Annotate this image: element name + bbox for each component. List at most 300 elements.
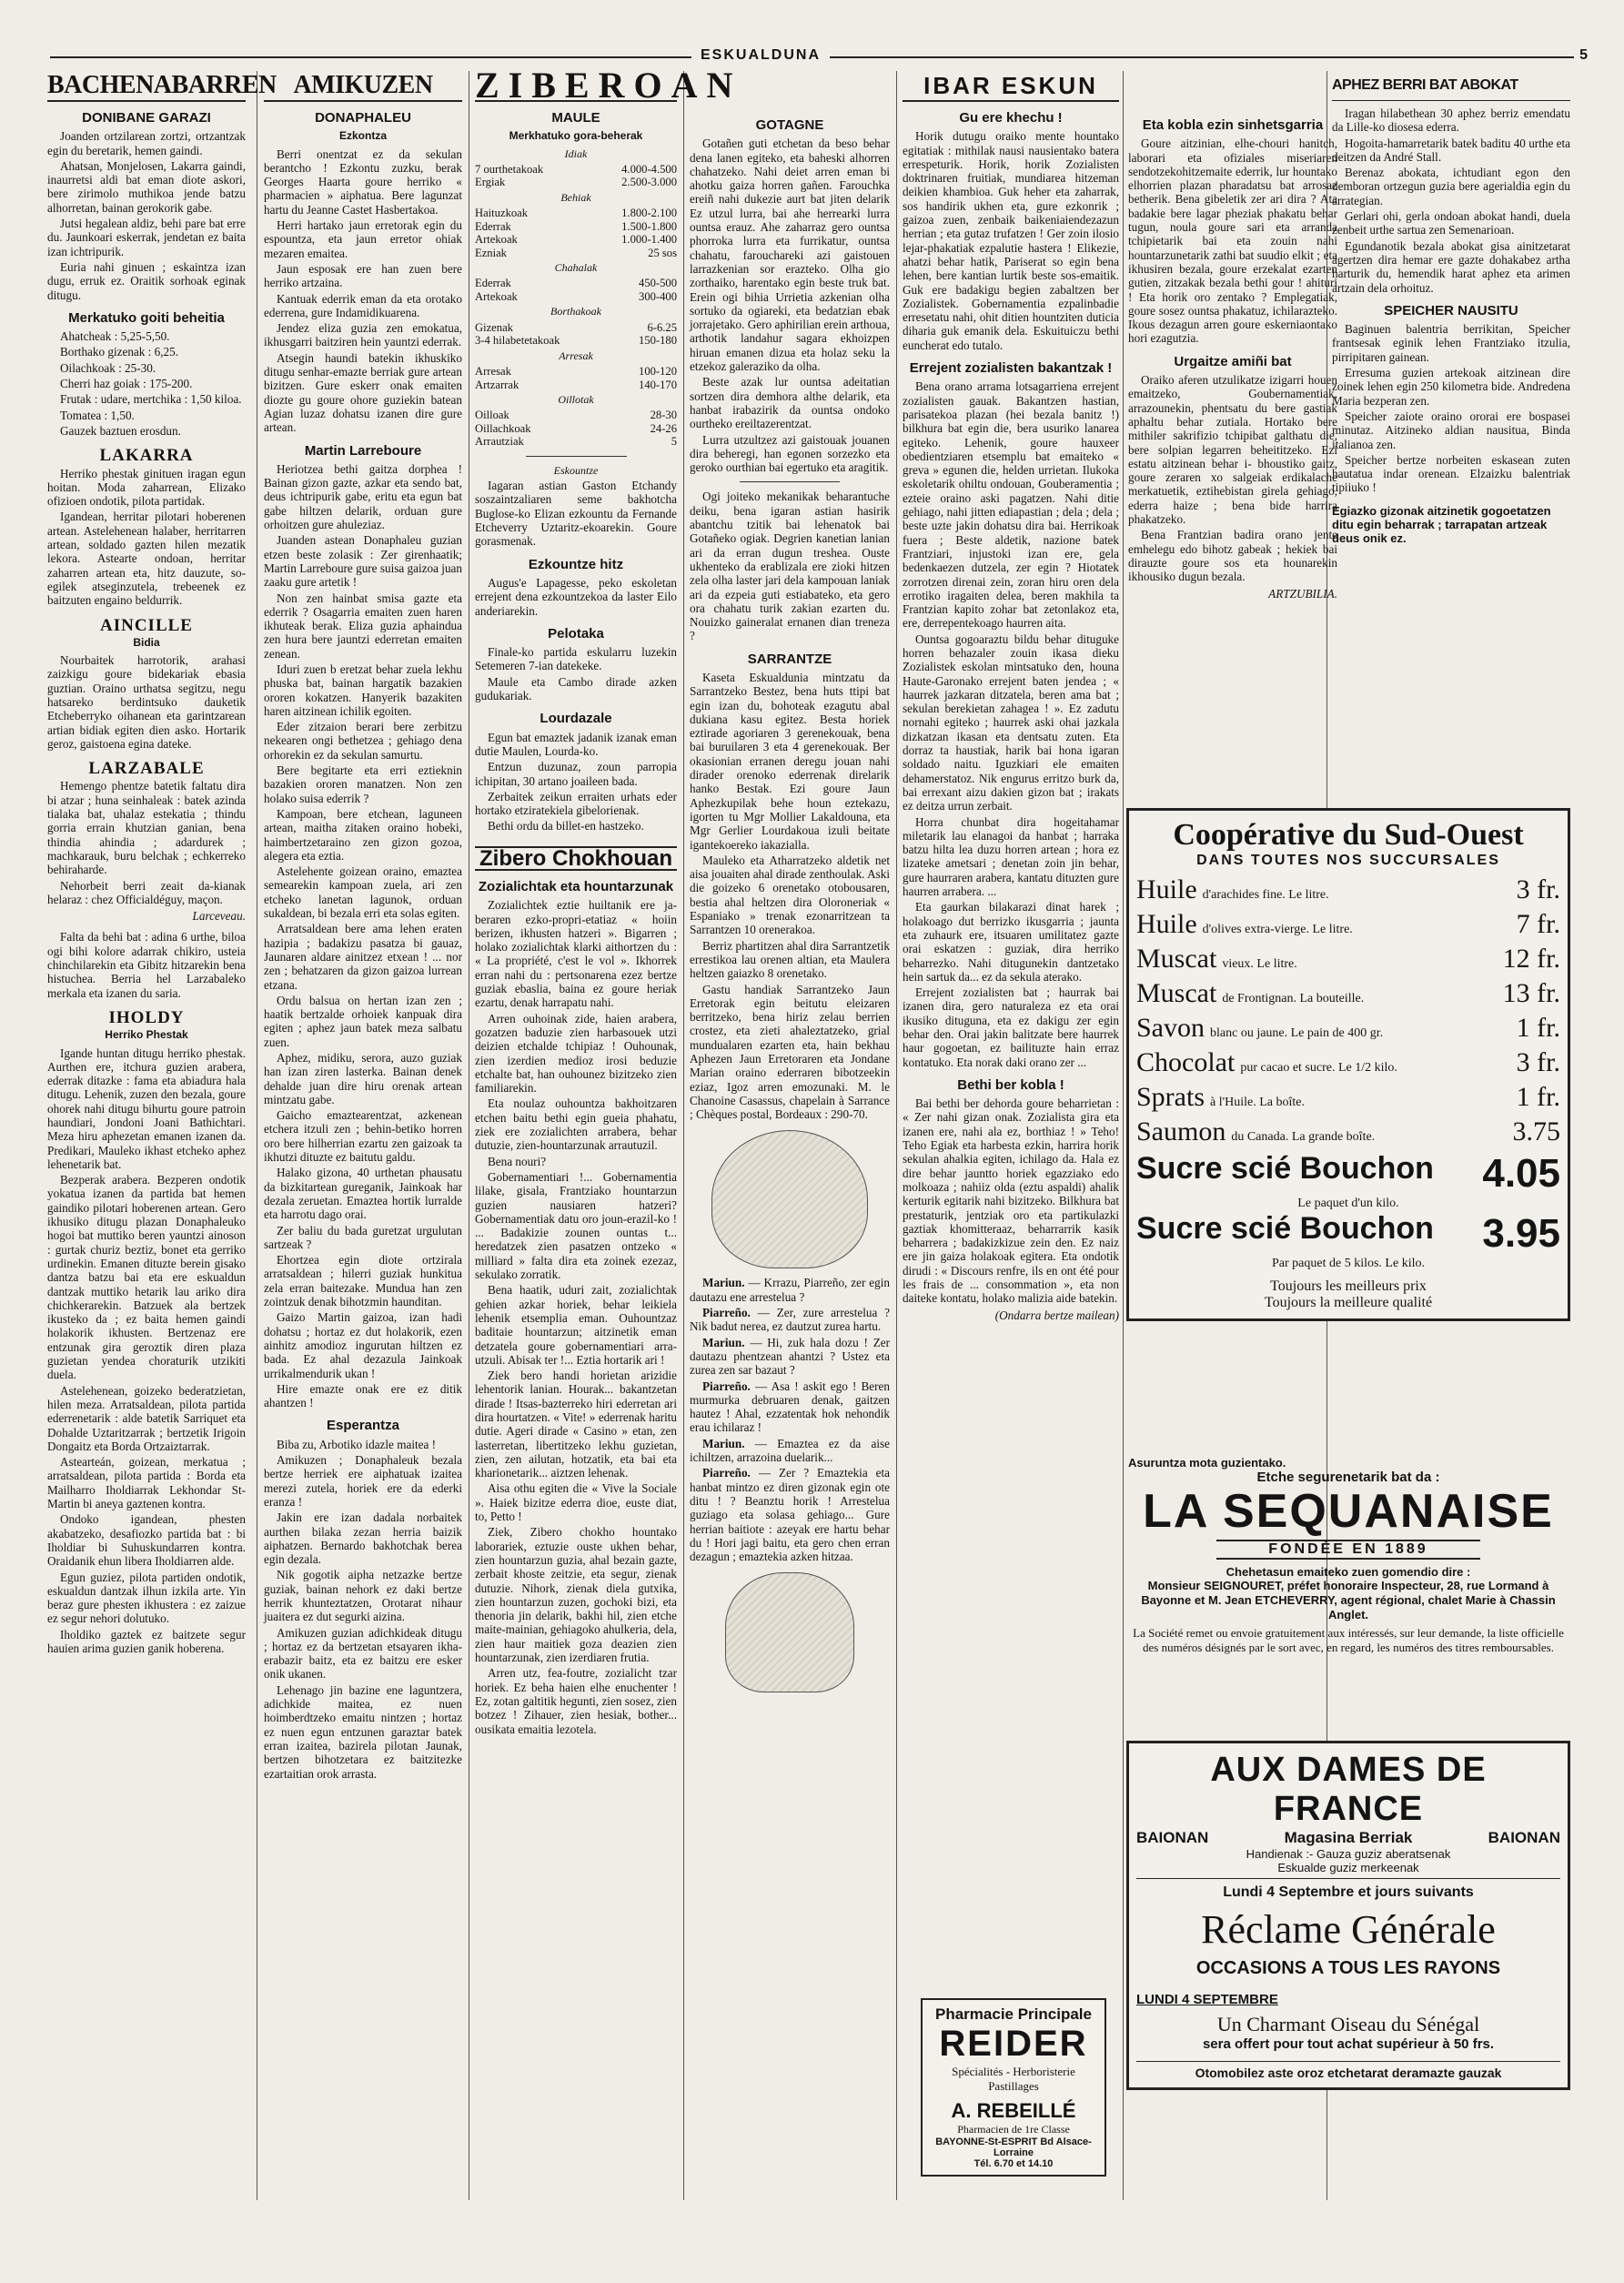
speaker: Piarreño. [702, 1306, 751, 1320]
paragraph: Joanden ortzilarean zortzi, ortzantzak egin du beretarik, hemen gaindi. [47, 129, 246, 157]
paragraph: Zer baliu du bada guretzat urgulutan sartzeak ? [264, 1223, 462, 1251]
price-category: Behiak [560, 190, 591, 204]
product-name: Savon [1136, 1013, 1205, 1043]
paragraph: Ahatsan, Monjelosen, Lakarra gaindi, inaurretsi aldi bat eman diote askori, bere zirimolo muthikoa jende batzu alhorretan, bainan gerokorik gabe. [47, 158, 246, 215]
price-label: 7 ourthetakoak [475, 162, 544, 176]
list-item: Borthako gizenak : 6,25. [60, 345, 179, 359]
paragraph: Mauleko eta Atharratzeko aldetik net aisa jouaiten ahal dirade zenthoulak. Aski die goizeko 6 orenetako otobousaren, bestia ahal heltzen dira Oloroneriak « Espaniako » trenak ezonarritzean ta Sarrantzen 10 orenerakoa. [690, 853, 890, 937]
article-heading: Martin Larreboure [304, 442, 422, 459]
price-value: 2.500-3.000 [621, 176, 677, 189]
table-row [475, 321, 677, 335]
price-value: 5 [671, 435, 677, 449]
article-heading: SARRANTZE [747, 651, 832, 667]
paragraph: Herri hartako jaun erretorak egin du espountza, eta jaun erretor ohiak mezaren emaitea. [264, 218, 462, 260]
column-bachenabarren [47, 71, 277, 2200]
ad-city: BAIONAN [1136, 1829, 1209, 1846]
article-heading: Pelotaka [548, 625, 604, 641]
table-row [475, 290, 677, 304]
paragraph: Bai bethi ber dehorda goure beharrietan : « Zer nahi gizan onak. Zozialista gira eta izanen ere, nahi ala ez, borthiaz ! » Teho! Teho Egiak eta harbesta ezkin, harrira horik sekulan ahalkia egiten, ichilago da. Hala ez dire behar jauntto horiek egazziako edo molkoaza ; nahiiz olda (eztu aspaldi) ahalik kerturik egitarik nahi bizitzeko. Bilkhura bat prestaturik, jentziak oro eta partikulazki gaztiak khomitteraaz, beharrarrik kasik beharrera ; badakizkizue zein den. Ez naiz ere jin gaiza holakoak egitera. Eta ondotik dirudi : « Discours renfre, ils en ont été pour les frais de ... consommation », eta non daiteke kontatu, holako malizia aide batekin. [903, 1096, 1119, 1306]
dialogue-line [690, 1276, 890, 1304]
table-row [475, 176, 677, 189]
article-subheading: Bidia [133, 635, 160, 649]
product-desc: d'olives extra-vierge. Le litre. [1202, 923, 1353, 936]
product-name: Huile [1136, 874, 1197, 904]
price-value: 6-6.25 [647, 320, 677, 334]
ad-title: LA SEQUANAISE [1143, 1485, 1554, 1538]
price-value: 4.000-4.500 [621, 162, 677, 176]
price-label: Artekoak [475, 289, 518, 303]
masthead [0, 47, 1624, 66]
product-desc: à l'Huile. La boîte. [1210, 1096, 1305, 1109]
paragraph: Zozialichtek eztie huiltanik ere ja-beraren ezko-propri-etatiaz « hoiin berizen, ikhusten hatzeri ». Bigarren ; holako zozialichtak klarki aithortzen du : « La propriété, c'est le vol ». Ikhorrek erran nahi du : pertsonarena ezez bertze guziak ebaslia, baina ez goure heriak ezartu, denak harrapatu nahi. [475, 898, 677, 1010]
paragraph: Baginuen balentria berrikitan, Speicher frantsesak eginik lehen Frantziako itzulia, pirripitaren gainean. [1332, 322, 1570, 364]
product-price: 3.95 [1482, 1211, 1560, 1256]
product-desc: Le paquet d'un kilo. [1297, 1197, 1399, 1210]
market-list [47, 329, 246, 438]
paragraph: Iagaran astian Gaston Etchandy soszaintzaliaren seme bakhotcha Buglose-ko Elizan ezkountu da Fernande Etcheverry Uztaritz-ekoarekin. Goure gorasmenak. [475, 479, 677, 549]
article-heading: Eskountze [553, 463, 599, 477]
ad-text: Monsieur SEIGNOURET, préfet honoraire Inspecteur, 28, rue Lormand à Bayonne et M. Jean ETCHEVERRY, agent régional, chalet Marie à Chassin Anglet. [1141, 1579, 1556, 1621]
ad-title: AUX DAMES DE FRANCE [1210, 1751, 1487, 1828]
dames-de-france-ad [1126, 1733, 1570, 2097]
product-name: Muscat [1136, 944, 1217, 974]
product-desc: du Canada. La grande boîte. [1231, 1130, 1376, 1144]
price-value: 300-400 [639, 289, 677, 303]
speaker: Piarreño. [702, 1379, 751, 1393]
paragraph: Iholdiko gaztek ez baitzete segur hauien arima guzien ganik hoberena. [47, 1627, 246, 1655]
paragraph: Biba zu, Arbotiko idazle maitea ! [277, 1437, 437, 1451]
article-heading: Esperantza [326, 1418, 400, 1434]
price-row [1136, 944, 1560, 975]
article-heading: DONAPHALEU [315, 110, 411, 126]
paragraph: Egundanotik bezala abokat gisa ainitzetarat agertzen dira hemar ere gazte dohakabez artha harturik du, hemendik harat aphez eta arimen artzain dela orhoituz. [1332, 238, 1570, 295]
article-subheading: Ezkontza [338, 129, 387, 143]
paragraph: Bere begitarte eta erri eztieknin bazakien ororen manatzen. Non zen holako suisa ederrik ? [264, 763, 462, 805]
price-label: Ezniak [475, 246, 507, 259]
price-row [1136, 874, 1560, 905]
speech: — Krrazu, Piarreño, zer egin dautazu ene arrestelua ? [690, 1276, 890, 1304]
product-name: Chocolat [1136, 1047, 1236, 1077]
price-label: Haituzkoak [475, 207, 529, 220]
paragraph: Finale-ko partida eskularru luzekin Setemeren 7-ian datekeke. [475, 645, 677, 673]
paragraph: Euria nahi ginuen ; eskaintza izan dugu, erruk ez. Oraitik sorhoak eginak ditugu. [47, 259, 246, 302]
article-heading: Eta kobla ezin sinhetsgarria [1142, 117, 1324, 133]
ad-date: LUNDI 4 SEPTEMBRE [1136, 1992, 1278, 2007]
ad-subtitle-row [1136, 1829, 1560, 1847]
ad-subtitle: FONDÉE EN 1889 [1216, 1540, 1480, 1560]
dialogue [690, 1276, 890, 1563]
list-item: Cherri haz goiak : 175-200. [60, 377, 193, 391]
speaker: Mariun. [702, 1436, 745, 1450]
price-value: 1.800-2.100 [621, 207, 677, 220]
paragraph: Jaun esposak ere han zuen bere herriko artzaina. [264, 261, 462, 290]
price-row [1136, 1047, 1560, 1078]
product-price: 1 fr. [1516, 1013, 1560, 1043]
list-item: Frutak : udare, mertchika : 1,50 kiloa. [60, 392, 242, 407]
divider [526, 456, 627, 457]
article-heading: MAULE [551, 110, 600, 126]
ad-text: Handienak :- Gauza guziz aberatsenak [1246, 1847, 1451, 1861]
table-row [475, 220, 677, 234]
list-item: Gauzek baztuen erosdun. [60, 423, 181, 438]
paragraph: Atsegin haundi batekin ikhuskiko ditugu senhar-emazte berriak gure artean bizitzen. Gure eskerr onak emaiten diozte gu goure ohore guziekin batean Agian luzaz dohatsu izanen dire gure artean. [264, 350, 462, 435]
pharmacy-ad-box [921, 1998, 1106, 2177]
ad-footer: Toujours la meilleure qualité [1264, 1295, 1433, 1310]
ad-text: Pastillages [988, 2079, 1039, 2093]
product-price: 3.75 [1512, 1116, 1560, 1147]
price-row [1136, 1082, 1560, 1113]
table-row [475, 233, 677, 247]
paragraph: Kantuak ederrik eman da eta orotako ederrena, gure Indamidikuarena. [264, 291, 462, 319]
paragraph: Bethi ordu da billet-en hastzeko. [488, 819, 644, 833]
paragraph: Gastu handiak Sarrantzeko Jaun Erretorak egin beitutu eleizaren berritzeko, bena hiriz zelau berrien crostez, eta zieti ahaleztatzeko, grial mundualaren ezarten eta, hain bekhau Aphezen Jaun Erretoraren eta Jondane Marian oraino ederraren bibotzeekin eziaz, Igoz arren emozunaki. M. le Chanoine Casassus, chapelain à Sarrance ; Chèques postal, Bordeaux : 290-70. [690, 982, 890, 1122]
dames-de-france-box [1126, 1741, 1570, 2090]
speaker: Piarreño. [702, 1466, 751, 1480]
product-desc: Par paquet de 5 kilos. Le kilo. [1272, 1257, 1425, 1270]
ad-title: Coopérative du Sud-Ouest [1173, 818, 1524, 852]
article-heading: Ezkountze hitz [528, 556, 624, 572]
old-man-illustration [725, 1572, 854, 1692]
price-value: 450-500 [639, 277, 677, 290]
paragraph: Hogoita-hamarretarik batek baditu 40 urthe eta deitzen da André Stall. [1332, 136, 1570, 164]
paragraph: Jakin ere izan dadala norbaitek aurthen bilaka zezan herria baizik aiphatzen. Bernardo bakhotchak berea egin dezala. [264, 1510, 462, 1567]
list-item: Ahatcheak : 5,25-5,50. [60, 329, 170, 344]
price-value: 140-170 [639, 378, 677, 391]
paragraph: Kampoan, bere etchean, laguneen artean, maitha zitaken oraino hobeki, haimbertzetaraino zen gizon gozoa, alegera eta eztia. [264, 806, 462, 863]
paragraph: Amikuzen guzian adichkideak ditugu ; hortaz ez da bertzetan etsayaren ikha-erabazir baitz, eta ez baitzu ere esker onik ukanen. [264, 1625, 462, 1682]
product-name: Saumon [1136, 1116, 1226, 1147]
article-heading: Lourdazale [540, 711, 612, 727]
product-price: 3 fr. [1516, 1047, 1560, 1077]
paragraph: Nik gogotik aipha netzazke bertze guziak, bainan nehork ez daki bertze herrik khunteztatzen, Orotarat nihaur juaitera ez dut segurki aizina. [264, 1568, 462, 1624]
paragraph: Horra chunbat dira hogeitahamar miletarik lau elanagoi da hanbat ; harraka batzu hilta lea duzu horren artean ; hora ez lizateke ametsari ; denetan zoin jin behar, gure haurraren arabera, kantatu dituzten gure haurren arrabera. ... [903, 814, 1119, 899]
table-row [475, 334, 677, 348]
speaker: Mariun. [702, 1276, 745, 1290]
ad-headline: Réclame Générale [1201, 1907, 1496, 1952]
paragraph: Non zen hainbat smisa gazte eta ederrik ? Osagarria emaiten zuen haren ikhuteak berak. Eliza guzia aphaindua zen hura bere jauntzi ederretan emaiten zenean. [264, 591, 462, 661]
price-label: Artekoak [475, 233, 518, 247]
product-price: 1 fr. [1516, 1082, 1560, 1112]
price-row [1136, 909, 1560, 940]
price-value: 1.000-1.400 [621, 233, 677, 247]
price-category: Chahalak [554, 261, 598, 275]
price-value: 28-30 [650, 409, 677, 422]
price-value: 24-26 [650, 421, 677, 435]
column-divider [683, 71, 684, 2200]
product-name: Sucre scié Bouchon [1136, 1211, 1434, 1246]
product-price: 4.05 [1482, 1151, 1560, 1196]
price-label: Oilloak [475, 409, 509, 422]
paragraph: Gotañen guti etchetan da beso behar dena lanen egiteko, eta baheski alhorren chahatzeko. Nahi deiet arren eman bi ahotku gaiza horren gañen. Farouchka ereiñ nahi dukezie aurt bat jiten delarik Ez utzul lurra, bai ahe herrearki lurra ountsa erauz. Ahe zaharraz gero ountsa phorroka lurra eta furrikatur, ountsa chahatu, farouchareki azi gaistouen larrazkenian sor erazteko. Olha gio zorthaiko, harentako egin beste truk bat. Erein ogi bihia Urrietia azkenian olha sortuko da ogiareki, eta bedatzian ebak jorrajetako. Gero aphirilian erein arthoua, arthotik landahur sagara ekhoizpen hiruan emanen dizua eta holaz seku la etzekoz galeraziko da olha. [690, 136, 890, 374]
product-desc: blanc ou jaune. Le pain de 400 gr. [1210, 1026, 1384, 1040]
paragraph: Herriko phestak ginituen iragan egun hoitan. Moda zaharrean, Elizako ofizioen ondotik, pilota partidak. [47, 466, 246, 509]
price-value: 1.500-1.800 [621, 219, 677, 233]
ad-headline: Un Charmant Oiseau du Sénégal [1216, 2013, 1480, 2036]
paragraph: Berenaz abokata, ichtudiant egon den demboran ortzegun guzia bere agerialdia egin du arrategian. [1332, 166, 1570, 207]
ad-text: Chehetasun emaiteko zuen gomendio dire : [1226, 1565, 1471, 1579]
ad-date: Lundi 4 Septembre et jours suivants [1223, 1884, 1474, 1900]
paragraph: Gaicho emaztearentzat, azkenean etchera itzuli zen ; behin-betiko horren oro bere hilherrian ezartu zen gaizoak ta ikhutzi dituzte ez baitutu galdu. [264, 1108, 462, 1165]
paragraph: Bena nouri? [488, 1154, 547, 1168]
table-row [475, 379, 677, 392]
table-row [475, 422, 677, 436]
paragraph: Maule eta Cambo dirade azken gudukariak. [475, 674, 677, 703]
ad-text: La Société remet ou envoie gratuitement aux intéressés, sur leur demande, la liste officielle des numéros désignés par le sort avec, en regard, les numéros des titres remboursables. [1133, 1626, 1564, 1654]
article-heading: Merkatuko goiti beheitia [68, 309, 225, 326]
newspaper-name: ESKUALDUNA [691, 47, 830, 64]
ad-text: Spécialités - Herboristerie [952, 2065, 1075, 2078]
ad-text: OCCASIONS A TOUS LES RAYONS [1195, 1958, 1501, 1978]
product-price: 7 fr. [1516, 909, 1560, 939]
price-label: Oillachkoak [475, 421, 531, 435]
speech: — Zer ? Emaztekia eta hanbat mintzo ez diren gizonak egin ote ditu ! ? Beanztu horik ! Arrestelua guziago eta solasa gehiago... Gure herrian baitiote : azeyak ere hartu behar du ! Hori jagi baitu, eta gero chen erran dezagun ; emaztekia azken hitzaa. [690, 1466, 891, 1564]
ad-phone: Tél. 6.70 et 14.10 [973, 2158, 1054, 2169]
ad-text: Eskualde guziz merkeenak [1136, 1861, 1560, 1879]
paragraph: Eta noulaz ouhountza bakhoitzaren etchen baitu bethi egin gueia phahatu, ziek ere zozialichten arrabera, behar dutuzie, zien-hountarzunak arrautuzil. [475, 1096, 677, 1153]
table-row [475, 365, 677, 379]
paragraph: Iragan hilabethean 30 aphez berriz emendatu da Lille-ko diosesa ederra. [1332, 106, 1570, 135]
article-heading: DONIBANE GARAZI [82, 110, 211, 126]
price-table [475, 207, 677, 259]
ad-city: BAIONAN [1488, 1829, 1560, 1846]
dialogue-line [690, 1306, 890, 1334]
article-body [47, 129, 246, 302]
ad-address: BAYONNE-St-ESPRIT Bd Alsace-Lorraine [935, 2137, 1092, 2158]
price-table [475, 409, 677, 449]
paragraph: Ehortzea egin diote ortzirala arratsaldean ; hilerri guziak hunkitua zela erran baitezake. Mundua han zen zointzuk denak bihotzmin haunditan. [264, 1253, 462, 1309]
table-row [475, 409, 677, 422]
article-heading: AINCILLE [100, 615, 193, 635]
ad-owner: A. REBEILLÉ [951, 2099, 1076, 2122]
ad-text: sera offert pour tout achat supérieur à 50 frs. [1202, 2036, 1495, 2052]
paragraph: Nehorbeit berri zeait da-kianak helaraz : chez Officialdéguy, maçon. [47, 878, 246, 906]
paragraph: Errejent zozialisten bat ; haurrak bai izanen dira, gero naturaleza ez eta orai ikusiko dituguna, eta ez dakigu zer egin behar den. Orai jakin balitzate bere haurrek haur gogoetan, ez bailituzte hain erraz kontatuko. Eta norak daki orano zer ... [903, 985, 1119, 1069]
price-label: Ergiak [475, 176, 506, 189]
article-heading: Errejent zozialisten bakantzak ! [909, 360, 1113, 377]
paragraph: Arren ouhoinak zide, haien arabera, gozatzen baduzie zien harbasouek utzi deizien etchalde tchipiaz ! Ouhounak, zien izerdien medioz irosi beduzie etchalte bat, han ouhounez bizitzeko zien familiarekin. [475, 1011, 677, 1096]
price-table [475, 321, 677, 348]
paragraph: Arren utz, fea-foutre, zozialicht tzar horiek. Ez beha haien elhe enuchenter ! Ez, zotan galtitik hegunti, zien sosez, zien botzez ! Zihauer, zien hesiak, bother... ousikata emaitia lezotela. [475, 1666, 677, 1736]
price-value: 25 sos [648, 246, 677, 259]
article-heading: Zozialichtak eta hountarzunak [478, 879, 674, 894]
price-row [1136, 1013, 1560, 1044]
paragraph: Egun bat emaztek jadanik izanak eman dutie Maulen, Lourda-ko. [475, 730, 677, 758]
product-desc: de Frontignan. La bouteille. [1222, 992, 1365, 1005]
section-banner: AMIKUZEN [264, 71, 462, 102]
paragraph: Ondoko igandean, phesten akabatzeko, desafiozko partida bat : bi Iholdiar bi Suhuskundarren kontra. Oraidanik ehun libera Iholdiarren alde. [47, 1512, 246, 1569]
price-label: Artzarrak [475, 378, 519, 391]
paragraph: Nourbaitek harrotorik, arahasi zaizkigu goure bidekariak ebasia guztian. Oraino urthatsa segitzu, negu hatsareko berdintsuko dauketik Etcheberryko oihanean eta garintzarean artian bidiak egiten dien asko. Hortarik geroz, gaistoena egina dateke. [47, 653, 246, 751]
product-desc: d'arachides fine. Le litre. [1202, 888, 1329, 902]
price-label: Gizenak [475, 320, 513, 334]
dialogue-line [690, 1437, 890, 1465]
dialogue-line [690, 1336, 890, 1378]
divider [740, 481, 840, 482]
paragraph: Jutsi hegalean aldiz, behi pare bat erre du. Jaunkoari eskerrak, jendetan ez baita izan ichtripurik. [47, 217, 246, 258]
price-category: Arresak [559, 349, 593, 362]
article-heading: Urgaitze amiñi bat [1174, 353, 1292, 369]
ad-text: Pharmacien de 1re Classe [957, 2123, 1070, 2136]
price-category: Idiak [564, 146, 588, 160]
section-banner: ZIBEROAN [475, 65, 742, 106]
paragraph: Entzun duzunaz, zoun parropia ichipitan, 30 artano joaileen bada. [475, 760, 677, 788]
paragraph: Speicher bertze norbeiten eskasean zuten hautatua indar orenean. Elzaizku balentriak tipiiuko ! [1332, 452, 1570, 495]
article-signature: (Ondarra bertze mailean) [994, 1308, 1119, 1322]
product-name: Sucre scié Bouchon [1136, 1151, 1434, 1186]
speech: — Zer, zure arrestelua ? Nik badut nerea, ez dautzut zurea hartu. [690, 1306, 891, 1334]
price-table [475, 365, 677, 391]
paragraph: Goure aitzinian, elhe-chouri hanitch, laborari eta ofiziales miseriaren sendotzekohitzemaite ederrik, lur hountako elhorrien plazan pharadatsu bat arrosaz betherik. Bena gibeletik zer ari dira ? Ata badakie bere lagar pheziak phakatu behar tugun, noula goure sari eta arranda tchipietarik bai eta zouin nahi hountarzunetarik zathi bat suudio elkit ; eta ikhusiren bezala, goure erzekalat ezarten gutien, zitzakak bezala bethi gour ! ahituri ! Eta horik oro zentako ? Emplegatiak, goure sosez ountsa phakatuz, ichilarazteko. Ikous dezagun arren goure eskerniaontako hori ezagutzia. [1128, 136, 1337, 346]
price-row [1136, 1116, 1560, 1147]
price-table [475, 277, 677, 303]
article-heading: LAKARRA [99, 446, 194, 466]
sequanaise-ad [1128, 1456, 1569, 1655]
ad-subtitle: DANS TOUTES NOS SUCCURSALES [1196, 853, 1500, 868]
list-item: Oilachkoak : 25-30. [60, 360, 156, 375]
cooperative-ad-box [1126, 808, 1570, 1321]
price-value: 150-180 [639, 334, 677, 348]
cooperative-ad [1126, 801, 1570, 1328]
paragraph: Beste azak lur ountsa adeitatian sortzen dira demhora althe delarik, eta hanbat irabazirik da ountsa ondoko ourtheko ereiltazerentzat. [690, 375, 890, 431]
table-row [475, 163, 677, 177]
price-label: 3-4 hilabetetakoak [475, 334, 560, 348]
table-row [475, 207, 677, 220]
price-label: Ederrak [475, 277, 511, 290]
paragraph: Ziek, Zibero chokho hountako laborariek, eztuzie ouste ukhen behar, zien hountarzun guzia, ahal bezain gazte, zerbait khoste zeitzie, eta segur, zienak dutuzie. Nihork, zienak diela gutxika, zien hountarzun zuzen, gochoki bizi, eta thenoria jin delarik, bakhi hil, zien etche maite-mainian, gehiagoko ahulkeria, dela, zien haur maitiek goza deazien zien hountarzunak, zien izerdiaren frutia. [475, 1525, 677, 1665]
list-item: Tomatea : 1,50. [60, 408, 135, 422]
paragraph: Iduri zuen b eretzat behar zuela lekhu phuska bat, bainan hargatik bazakien ororen kokatzen. Hanyerik bazakiten haren aitzinean ichilik egoiten. [264, 662, 462, 718]
paragraph: Augus'e Lapagesse, peko eskoletan errejent dena ezkountzekoa da laster Eilo anderiarekin. [475, 575, 677, 618]
article-heading: Bethi ber kobla ! [957, 1076, 1064, 1093]
maxim: Egiazko gizonak aitzinetik gogoetatzen ditu egin beharrak ; tarrapatan artzeak deus onik ez. [1332, 503, 1551, 546]
paragraph: Horik dutugu oraiko mente hountako egitatiak : mithilak nausi nausientako batera errespeturik. Horik, horik Zozialisten doktrinaren fruitiak, mundiarea hitzeman deikien khambioa. Guk heher eta zaharrak, sos handirik ukhen eta, gure ezkonrik ; gaizoa zuen, zenbaik baikeniaiendezazun herrian ; eta gutaz trufatzen ! Ger zoin ilosio lejar-phakatiak ezpalutie hastera ! Elikezie, ahatzi behar hatik, Pariserat so egin bena lehen, bere kantian lurtik beste sos-emaitik. Guk ere badakigu begien zabaltzen ber Zozialistek. Gobernamentia ezpalinbadie erresetatu nahi, ohit ditien hountziten duticia diharia guk emanik dela. Eskuituiczu bethi euncherat edo tutalo. [903, 129, 1119, 352]
paragraph: Speicher zaiote oraino ororai ere bospasei minutaz. Aitzineko aldian nausitua, Binda italianoa zen. [1332, 409, 1570, 451]
paragraph: Kaseta Eskualdunia mintzatu da Sarrantzeko Bestez, bena huts ttipi bat egin izan du, bohoteak ezagutu abal dukiana kasu egitez. Besta horiek eztirade agoriaren 3 gerenekouak, bena bai buruilaren 3 eta 4 gerenekouak. Ber okasionian erranen deregu jouan nahi dirader orenoko ederrenak direlarik hanko Bestak. Ezi goure Jaun Aphezkupilak behe houn eztekazu, igorten tu Mgr Mollier Lakaldouna, eta Mgr Gerlier Lourdakoua izuli beitate igantekoereko iakazialla. [690, 670, 890, 852]
table-row [475, 277, 677, 290]
price-label: Ederrak [475, 219, 511, 233]
speech: — Asa ! askit ego ! Beren murmurka debruaren denak, gaitzen hautez ! Ahal, ezzatentak hok nehondik erau ichilaraz ! [690, 1379, 891, 1435]
column-divider [1123, 71, 1124, 2200]
paragraph: Ordu balsua on hertan izan zen ; haatik bertzalde orhoiek kanpuak dira egiten ; aphez jaun batek meza salbatu zuen. [264, 993, 462, 1049]
page-number: 5 [1574, 47, 1588, 64]
sugar-offer [1136, 1151, 1560, 1197]
product-price: 13 fr. [1502, 978, 1560, 1008]
ad-text: Etche segurenetarik bat da : [1256, 1470, 1440, 1485]
price-row [1136, 978, 1560, 1009]
speech: — Hi, zuk hala dozu ! Zer dautazu phentzean ahantzi ? Ustez eta zurea zen sar bazaut ? [690, 1335, 890, 1378]
price-label: Arrautziak [475, 435, 524, 449]
paragraph: Igande huntan ditugu herriko phestak. Aurthen ere, itchura guzien arabera, ederrak ditazke : fama eta abiadura hala ditugu. Lehenik, zuzen den bezala, goure ohorek nahi ditugu bihurtu goure patroin haundiari, Jondoni Joani Bathichtari. Meza hiru aphezetan emanen izanen da. Predikari, Mauleko ikhast etcheko aphez lehenetarik bat. [47, 1046, 246, 1171]
section-banner: IBAR ESKUN [903, 71, 1119, 102]
paragraph: Astelehenean, goizeko bederatzietan, hilen meza. Arratsaldean, pilota partida ederrenetarik : alde batetik Sarriquet eta Dohalde Uztaritzarrak ; bertzetik Irigoin Dongaitz eta Borda Ortzaiztarrak. [47, 1383, 246, 1453]
article-signature: ARTZUBILIA. [1268, 586, 1337, 601]
paragraph: Ountsa gogoaraztu bildu behar dituguke horren behazaler zouin ikasa dieku Zozialistek eskolan mintsatuko den, houna Haute-Garonako errejent baten jendea ; « haurrek jazkaran ditzatela, beren ama bat ; sekulan berekietan zahagea ! ». Ez zadutu nornahi egiteko ; haurrek aski ohai jazkala dizkatzan ikasan eta dentsatu zuten. Eta dorraz ta haustiak, harik bai hona igaran soldado naitu. Iguzkiari ele emaiten dehamerstatoz. Nik engurus erritzo burk da, bai errexant aizu dakien gizon bat ; irakats ez deitza urrun zerbait. [903, 631, 1119, 813]
paragraph: Amikuzen ; Donaphaleuk bezala bertze herriek ere aiphatuak izaitea merezi zutela, horiek ere da ederki eranza ! [264, 1453, 462, 1509]
dialogue-line [690, 1466, 890, 1563]
paragraph: Aisa othu egiten die « Vive la Sociale ». Haiek bizitze ederra dioe, euste diat, to, Petto ! [475, 1481, 677, 1524]
column-eta-kobla [1128, 71, 1337, 799]
section-banner: Zibero Chokhouan [475, 846, 677, 871]
ad-text: Asuruntza mota guzientako. [1128, 1456, 1286, 1470]
column-gotagne [690, 71, 890, 2200]
paragraph: Astearteán, goizean, merkatua ; arratsaldean, pilota partida : Borda eta Mailharro Iholdiarrak Lekhondar St-Martin bi aneya gaztenen kontra. [47, 1455, 246, 1511]
paragraph: Erresuma guzien artekoak aitzinean dire zoinek lehen egin 250 kilometra bide. Andredena Maria bezperan zen. [1332, 366, 1570, 408]
paragraph: Gobernamentiari !... Gobernamentia lilake, gisala, Frantziako hountarzun guzien nausiaren hatzeri? Gobernamentiak datu oro joun-erazil-ko ! ... Badakizie zounen ountas t... heredatzek zien pasatzen ontzeko « milliard » falta dira eta zoinek ezezaz, sekulako zorratik. [475, 1169, 677, 1282]
paragraph: Eder zitzaion berari bere zerbitzu nekearen ongi bethetzea ; gehiago dena orhorekin ez da sekulan samurtu. [264, 720, 462, 762]
speaker: Mariun. [702, 1335, 745, 1349]
price-table [475, 163, 677, 189]
product-name: Sprats [1136, 1082, 1205, 1112]
article-heading: IHOLDY [108, 1007, 185, 1027]
paragraph: Egun guziez, pilota partiden ondotik, eskualdun dantzak ilhun izkila arte. Yin beraz gure phesten ikhustera : ez zaizue ez segur nehori dolutuko. [47, 1570, 246, 1626]
ad-footer: Toujours les meilleurs prix [1270, 1278, 1427, 1294]
paragraph: Gaizo Martin gaizoa, izan hadi dohatsu ; hortaz ez dut holakorik, ezen ainhitz amodioz ingurutan hiltzen ez bada. Ez ahal dezazula Jainkoak urrikalmendurik ukan ! [264, 1310, 462, 1380]
price-value: 100-120 [639, 365, 677, 379]
paragraph: Ziek bero handi horietan arizidie lehentorik lanian. Hourak... bakantzetan dirade ! Itsas-bazterreko hiri ederretan ari dira hourtatzen. « Vite! » ederrenak haritu dutie. Ageri dirade « Casino » etan, zen lasterretan, libertitzeko lekhu guzietan, zien, zen ailutan, hotzatik, eta bai eta kharionetarik... aiztzen lehenak. [475, 1369, 677, 1480]
paragraph: Gerlari ohi, gerla ondoan abokat handi, duela zenbeit urthe sartua zen Semenarioan. [1332, 209, 1570, 237]
paragraph: Jendez eliza guzia zen emokatua, ikhusgarri baitziren hein yauntzi ederrak. [264, 321, 462, 349]
ad-title: Pharmacie Principale [935, 2005, 1092, 2023]
paragraph: Bena Frantzian badira orano jente emhelegu edo bihotz gabeak ; hekiek bai dirauzte goure sos eta hounarekin ikhousiko dugun bezala. [1128, 528, 1337, 584]
paragraph: Lehenago jin bazine ene laguntzera, adichkide maitea, ez nuen hoimberdtzeko emaitu nintzen ; hortaz ez nuen egun entzunen garaztar batek erran izaitea, bazirela pilotan Jaunak, bertzen bihotzetara ez baitzitezke ezartaitian orok arrasta. [264, 1682, 462, 1781]
section-banner: BACHENABARREN [47, 71, 246, 102]
paragraph: Astelehente goizean oraino, emaztea semearekin kampoan zuela, ari zen etcheko lanetan lagunok, orduan sukaldean, bi bezala erri eta solas egiten. [264, 864, 462, 921]
product-price: 3 fr. [1516, 874, 1560, 904]
paragraph: Oraiko aferen utzulikatze izigarri houen emaitzeko, Goubernamentiak, arrazounekin, phentsatu du bere gastiak aphaltu behar zutiala. Hortako bere mithiler sakrifizio tchipibat galthatu die, bere solpian legarren beheititzeko. Ezi estatu aitzinean behar i- bhoustiko gaitz, goure zeraren xo salgeiak erdikalache merkatuetik, eztihebistan girela gehiago, ederra haize ; bena bide harrira phakatzeko. [1128, 373, 1337, 527]
product-desc: vieux. Le litre. [1222, 957, 1297, 971]
paragraph: Bena orano arrama lotsagarriena errejent zozialisten gauak. Bakantzen hastian, parisatekoa plazan (hei bezala banitz !) bilkhura bat egin die, bera usuriko lanarea egiteko. Lehenik, goure hauxeer obedientziaren etsemplu bat emaiteko « greva » egunen die, helden urrietan. Ilukoka eskoletarik ohiltu ondouan, Gouberamentia ; ezteie oraino aski pagatzen. Nahi ditie gehiago, nahi jitten ediapastian ; dela ; dela ; beste uzte jakin dohatsu dira bai. Herrikoak fuera ; Beste aldetik, nazione batek Frantziari, injustoki izan ere, gela bedenkaezen dutzela, zer egin ? Hiotatek zorrotzen direnai zein, zoran hiru oren dela errotiko iragaiten delea, beren makhila ta Frantzian kapito zohar bat zetonlakoz eta, ere, derrepentekoago haurren aita. [903, 379, 1119, 631]
paragraph: Heriotzea bethi gaitza dorphea ! Bainan gizon gazte, azkar eta sendo bat, deus ichtripurik gabe, eritu eta egun bat gabe hiltzen delarik, orduan gure orhoitzen gure ahuleziaz. [264, 461, 462, 532]
paragraph: Hire emazte onak ere ez ditik ahantzen ! [264, 1381, 462, 1410]
ad-brand: REIDER [939, 2024, 1088, 2064]
paragraph: Berriz phartitzen ahal dira Sarrantzetik errestikoa lau orenen altian, eta Maulera heltzen gaiazko 8 orenetako. [690, 938, 890, 981]
paragraph: Halako gizona, 40 urthetan phausatu da bizkitartean gureganik, Jainkoak har dezala zeruetan. Emaztea hortik lurralde eta harrotu dago orai. [264, 1166, 462, 1222]
price-category: Oillotak [558, 393, 594, 407]
sugar-offer [1136, 1211, 1560, 1257]
paragraph: Bena haatik, uduri zait, zozialichtak gehien azkar horiek, behar leikiela lehenik etsemplia eman. Ouhountzaz baditaie hountarzun; aitzinetik eman detzatela goure gobernamentiari arra-utzuli. Abisak ter !... Eztia hortarik ari ! [475, 1283, 677, 1367]
paragraph: Hemengo phentze batetik faltatu dira bi atzar ; huna seinhaleak : batek azinda tialaka bat, uhalaz estekatia ; thindu gorria errain khutzian ganian, bena thindia ahindia ; adardurek ; machkarauk, buru belchak ; echkerreko behiraharde. [47, 779, 246, 877]
paragraph: Aphez, midiku, serora, auzo guziak han izan ziren lasterka. Bainan denek dehalde juan dire hiru orenak artean mintzatu gabe. [264, 1051, 462, 1106]
article-heading: GOTAGNE [755, 117, 824, 133]
dialogue-line [690, 1379, 890, 1435]
section-banner: APHEZ BERRI BAT ABOKAT [1332, 71, 1570, 101]
paragraph: Igandean, herritar pilotari hoberenen artean. Astelehenean halaber, herritarren artean, soldado gazten hilen mezatik lekora. Astearte ondoan, herritar zaharren artean eta, hitz dauzute, so-egilek atseginzutela, trebeenek ez baitzuten engaino beldurrik. [47, 510, 246, 608]
column-amikuzen [264, 71, 462, 2200]
product-desc: pur cacao et sucre. Le 1/2 kilo. [1240, 1061, 1397, 1075]
paragraph: Lurra utzultzez azi gaistouak jouanen dira beheregi, han egonen sorzezko eta geroko ourthian bai egertuko eta aragitik. [690, 432, 890, 475]
product-name: Huile [1136, 909, 1197, 939]
paragraph: Arratsaldean bere ama lehen eraten hazipia ; badakizu pasatza bi gauaz, Jaunaren aldare ainitzez etxean ! ... nor zen ; behatzaren da gizon gaizoa lurrean etzana. [264, 922, 462, 992]
pharmacy-ad [913, 1989, 1114, 2186]
ad-subtitle: Magasina Berriak [1284, 1829, 1413, 1846]
column-ibar-eskun [903, 71, 1119, 2200]
table-row [475, 247, 677, 260]
paragraph: Bezperak arabera. Bezperen ondotik yokatua izanen da partida bat hemen gaindiko pilotari hoberenen artean. Gero ikhusiko ditugu plazan Donaphaleuko hogoi bat muttiko beren yauntzi ainoson : gurtak churiz beztiz, bonet eta gerriko urdinekin. Emanen dituzte berein gisako dantza batzu bai eta ere eskualdun dantzak muttiko hetarik lau ariko dira chichkerarekin. Batzuek ala bertzek ikusteko da ; ez baita hemen gaindi holakorik ikhusten. Bertzenaz ere entzunak gira geroztik diren plaza guzietan yendea choraturik utzikiti duela. [47, 1173, 246, 1382]
paragraph: Falta da behi bat : adina 6 urthe, biloa ogi bihi kolore adarrak chikiro, usteia chinchilarekin eta Gibitz hitzarekin bena histuchea. Berria hel Larzabaleko merkala eta izanen du saria. [47, 930, 246, 1000]
article-signature: Larceveau. [192, 909, 246, 924]
article-heading: Gu ere khechu ! [959, 110, 1063, 126]
paragraph: Eta gaurkan bilakarazi dinat harek ; holakoago dut berrizko ikusgarria ; jaunta eta zuhaurk ere, itsuaren umilitatez gazte orai eskatzen : guziak, dira herriko beharrezko. Nahi ditugunekin dantzetako hein sartuk da... ez da sekula aterako. [903, 900, 1119, 984]
column-divider [896, 71, 897, 2200]
article-heading: LARZABALE [88, 759, 205, 779]
paragraph: Zerbaitek zeikun erraiten urhats eder hortako etziratekiela gibelorienak. [475, 789, 677, 818]
article-heading: SPEICHER NAUSITU [1384, 302, 1518, 318]
paragraph: Juanden astean Donaphaleu guzian etzen beste zolasik : Zer girenhaatik; Martin Larreboure gure suisa gaizoa juan zaaku gure artetik ! [264, 533, 462, 590]
old-woman-illustration [711, 1130, 868, 1268]
article-subheading: Merkhatuko gora-beherak [509, 129, 643, 143]
ad-footer: Otomobilez aste oroz etchetarat deramazte gauzak [1136, 2061, 1560, 2080]
price-category: Borthakoak [550, 305, 601, 318]
